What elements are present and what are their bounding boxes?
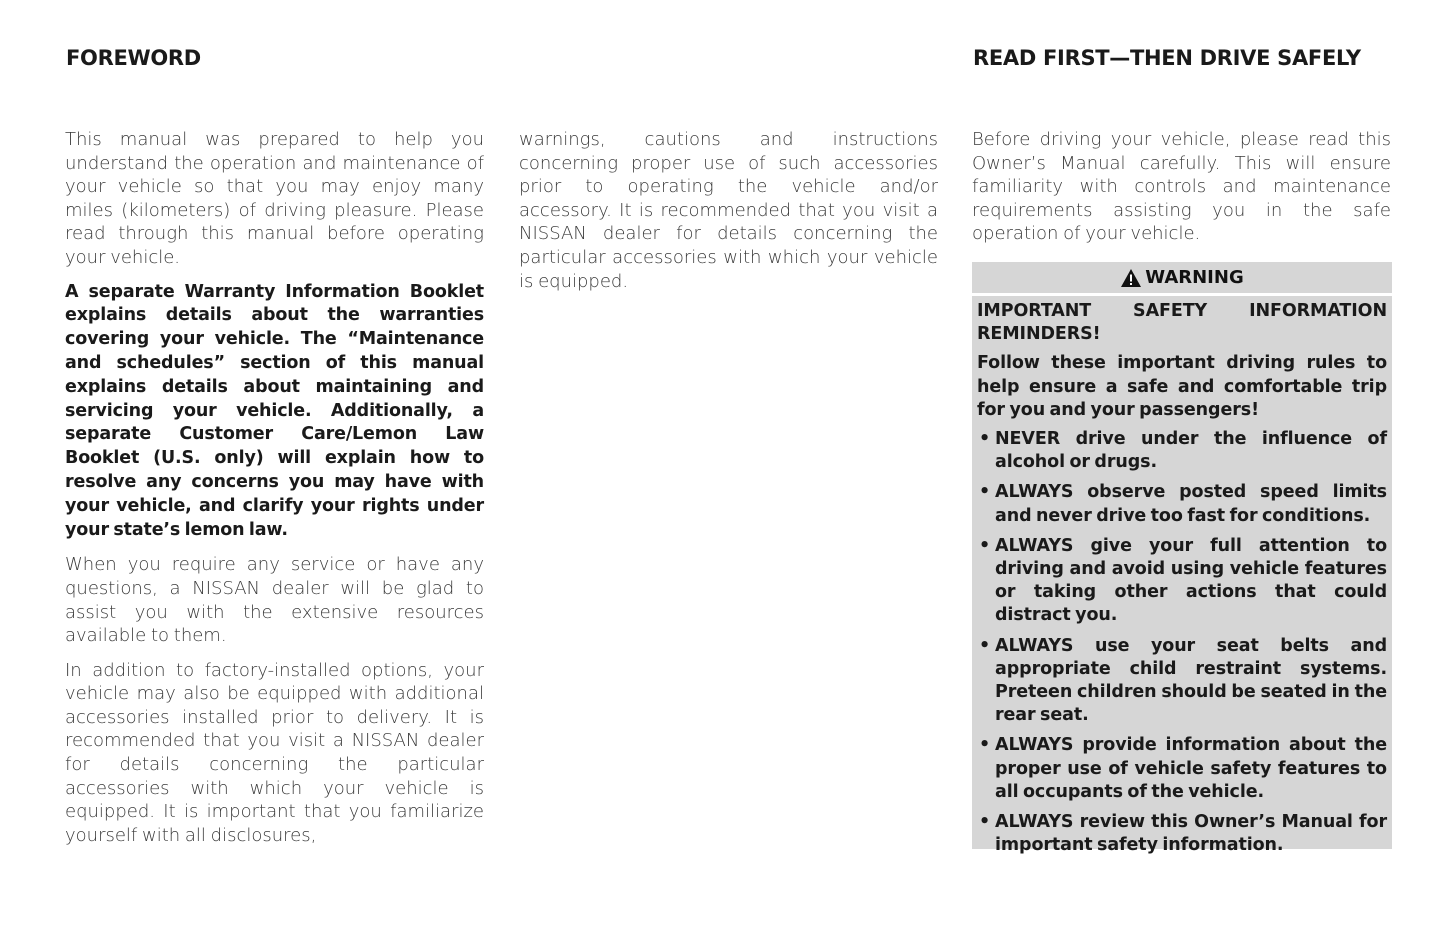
warning-list-item: • NEVER drive under the influence of alcohol or drugs. [977,428,1387,474]
warning-list-item: • ALWAYS provide information about the proper use of vehicle safety features to all occupants of the vehicle. [977,734,1387,804]
warning-lead: Follow these important driving rules to help ensure a safe and comfortable trip for you and your passengers! [977,353,1387,420]
warning-header [972,262,1392,296]
foreword-paragraph-1: This manual was prepared to help you understand the operation and maintenance of your vehicle so that you may enjoy many miles (kilometers) of driving pleasure. Please read through this manual before operating your vehicle. [65,129,484,268]
warning-list-item: • ALWAYS use your seat belts and appropriate child restraint systems. Preteen children should be seated in the rear seat. [977,635,1387,728]
warning-label: WARNING [1145,267,1244,288]
warning-triangle-icon [1120,268,1142,288]
warning-list-item: • ALWAYS give your full attention to driving and avoid using vehicle features or taking other actions that could distract you. [977,535,1387,628]
service-paragraph: When you require any service or have any questions, a NISSAN dealer will be glad to assist you with the extensive resources available to them. [65,554,484,647]
warning-title: IMPORTANT SAFETY INFORMATION REMINDERS! [977,301,1387,345]
read-first-column [972,128,1391,257]
warning-list-item: • ALWAYS observe posted speed limits and never drive too fast for conditions. [977,481,1387,527]
warning-list-item: • ALWAYS review this Owner’s Manual for important safety information. [977,811,1387,857]
read-first-intro: Before driving your vehicle, please read this Owner’s Manual carefully. This will ensure familiarity with controls and maintenance requirements assisting you in the safe operation of your vehicle. [972,129,1391,245]
foreword-column-2 [519,128,938,304]
warning-body [972,296,1392,857]
accessories-paragraph-continued: warnings, cautions and instructions concerning proper use of such accessories prior to operating the vehicle and/or accessory. It is recommended that you visit a NISSAN dealer for details concerning the particular accessories with which your vehicle is equipped. [519,129,938,292]
accessories-paragraph: In addition to factory-installed options, your vehicle may also be equipped with additional accessories installed prior to delivery. It is recommended that you visit a NISSAN dealer for details concerning the particular accessories with which your vehicle is equipped. It is important that you familiarize yourself with all disclosures, [65,659,484,846]
warranty-paragraph: A separate Warranty Information Booklet explains details about the warranties covering your vehicle. The “Maintenance and schedules” section of this manual explains details about maintaining and servicing your vehicle. Additionally, a separate Customer Care/Lemon Law Booklet (U.S. only) will explain how to resolve any concerns you may have with your vehicle, and clarify your rights under your state’s lemon law. [65,281,484,540]
warning-list [977,428,1387,857]
read-first-heading: READ FIRST—THEN DRIVE SAFELY [973,46,1361,70]
foreword-heading: FOREWORD [66,46,201,70]
foreword-column-1 [65,128,484,858]
warning-box [972,262,1392,856]
